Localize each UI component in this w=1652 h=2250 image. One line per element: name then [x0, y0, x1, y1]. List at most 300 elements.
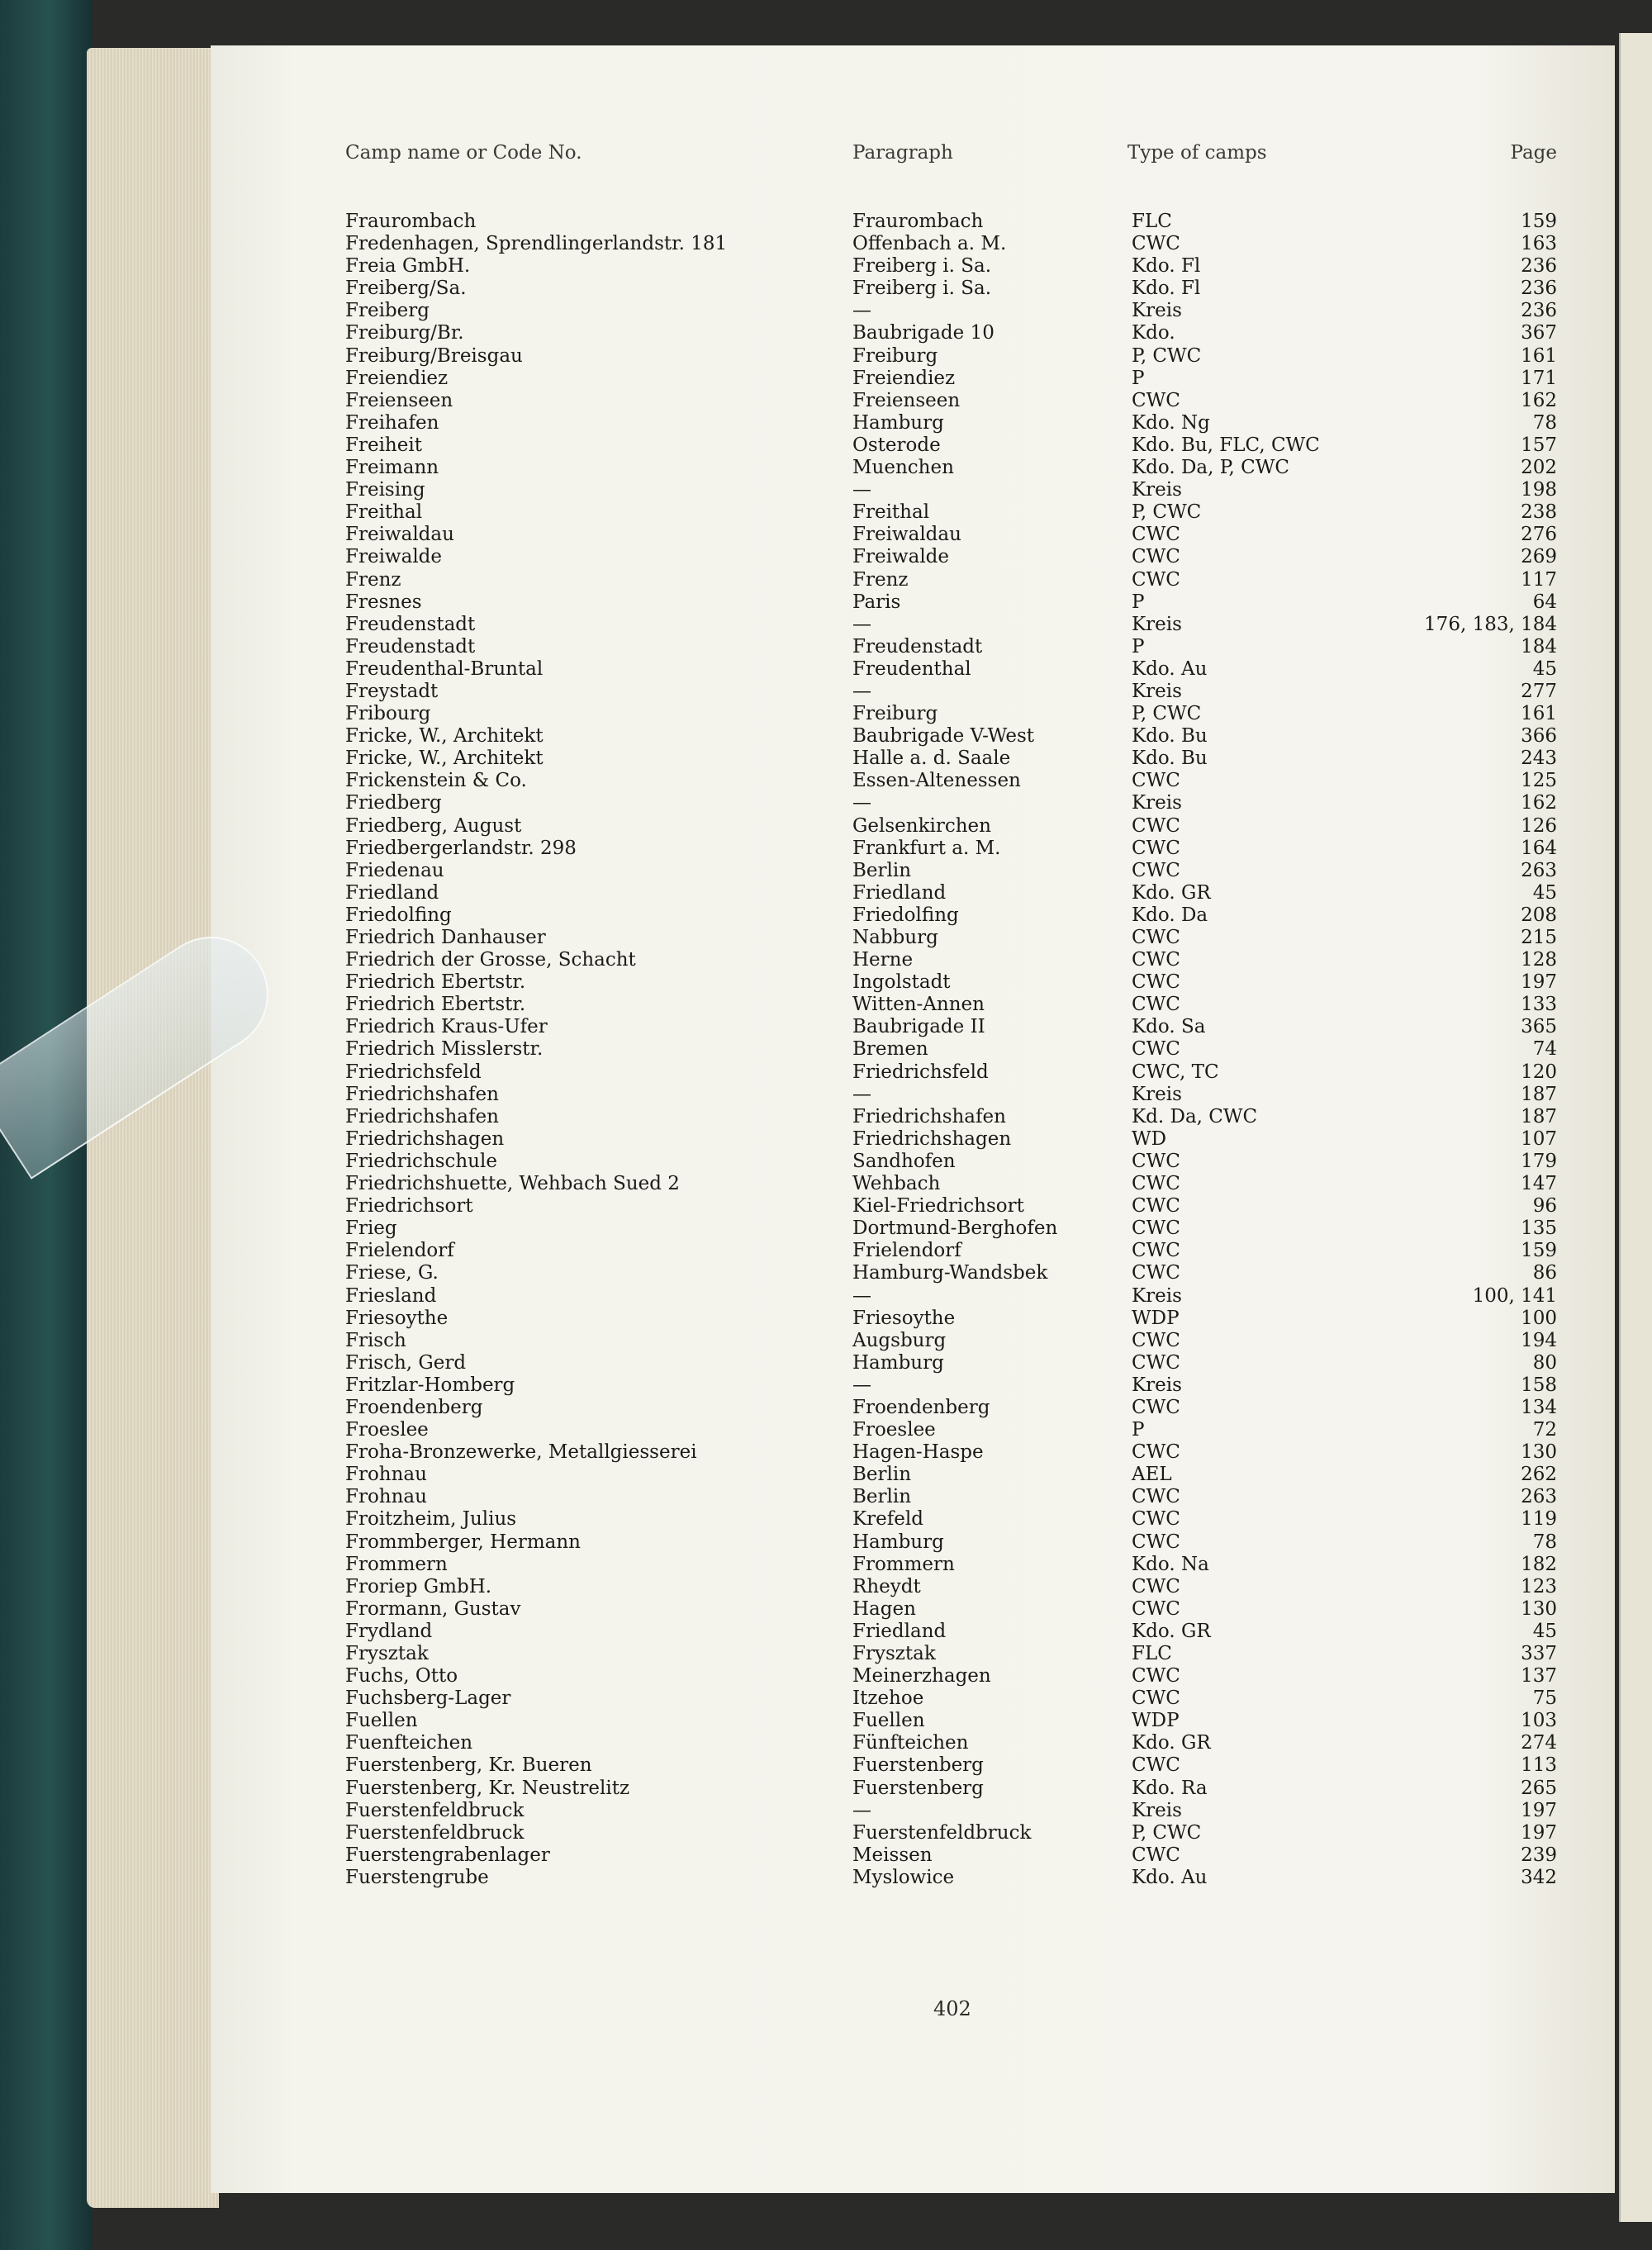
camp-type: CWC	[1132, 859, 1180, 881]
camp-type: CWC	[1132, 1441, 1180, 1464]
camp-name: Fuellen	[345, 1710, 418, 1732]
camp-type: FLC	[1132, 211, 1172, 232]
camp-name: Friedrichsort	[345, 1195, 473, 1218]
paragraph: Freiburg	[852, 344, 938, 367]
table-row	[0, 927, 1652, 949]
table-row	[0, 1754, 1652, 1777]
paragraph: Kiel-Friedrichsort	[852, 1195, 1024, 1218]
camp-type: Kdo. Bu, FLC, CWC	[1132, 434, 1320, 456]
paragraph: Freudenstadt	[852, 635, 983, 657]
camp-type: CWC	[1132, 1754, 1180, 1777]
page-ref: 187	[1521, 1105, 1557, 1127]
table-row	[0, 1554, 1652, 1576]
paragraph: Halle a. d. Saale	[852, 748, 1011, 770]
page-ref: 45	[1532, 881, 1557, 904]
camp-type: WD	[1132, 1127, 1167, 1150]
camp-type: CWC	[1132, 949, 1180, 971]
table-row	[0, 703, 1652, 725]
camp-type: CWC	[1132, 1531, 1180, 1553]
camp-name: Freimann	[345, 457, 439, 479]
page-ref: 137	[1521, 1665, 1557, 1688]
table-row	[0, 1218, 1652, 1240]
camp-name: Freising	[345, 479, 425, 501]
camp-name: Freienseen	[345, 389, 453, 411]
camp-name: Froendenberg	[345, 1396, 483, 1418]
page-ref: 163	[1521, 233, 1557, 255]
camp-type: P, CWC	[1132, 1821, 1202, 1844]
page-ref: 78	[1532, 411, 1557, 434]
paragraph: Baubrigade 10	[852, 322, 995, 344]
camp-type: CWC	[1132, 1195, 1180, 1218]
page-ref: 215	[1521, 927, 1557, 948]
page-ref: 96	[1532, 1195, 1557, 1218]
page-ref: 117	[1521, 568, 1557, 591]
camp-name: Freiberg/Sa.	[345, 278, 467, 300]
page-ref: 147	[1521, 1173, 1557, 1195]
paragraph: Friedolfing	[852, 904, 959, 926]
table-row	[0, 390, 1652, 412]
page-ref: 100	[1521, 1307, 1557, 1329]
page-ref: 239	[1521, 1844, 1557, 1866]
table-row	[0, 1665, 1652, 1688]
camp-type: CWC	[1132, 927, 1180, 948]
camp-type: CWC, TC	[1132, 1061, 1219, 1083]
paragraph: Ingolstadt	[852, 971, 951, 994]
camp-type: FLC	[1132, 1643, 1172, 1664]
paragraph: Friedland	[852, 1620, 947, 1642]
camp-name: Friedrichsfeld	[345, 1061, 482, 1083]
page-ref: 182	[1521, 1553, 1557, 1575]
paragraph: Herne	[852, 949, 914, 971]
camp-name: Freia GmbH.	[345, 255, 471, 278]
table-row	[0, 412, 1652, 434]
page-ref: 130	[1521, 1597, 1557, 1620]
camp-type: CWC	[1132, 1150, 1180, 1172]
page-ref: 135	[1521, 1218, 1557, 1240]
camp-type: P	[1132, 367, 1145, 389]
camp-type: Kdo. Bu	[1132, 748, 1208, 770]
camp-name: Freiheit	[345, 434, 422, 456]
page-ref: 100, 141	[1472, 1284, 1557, 1307]
paragraph: Dortmund-Berghofen	[852, 1218, 1058, 1240]
page-ref: 72	[1532, 1419, 1557, 1441]
paragraph: Hagen-Haspe	[852, 1441, 984, 1464]
camp-type: CWC	[1132, 1038, 1180, 1061]
page-ref: 197	[1521, 971, 1557, 994]
camp-type: CWC	[1132, 770, 1180, 792]
paragraph: Berlin	[852, 859, 912, 881]
paragraph: Essen-Altenessen	[852, 770, 1021, 792]
camp-type: CWC	[1132, 389, 1180, 411]
camp-type: CWC	[1132, 1173, 1180, 1195]
table-row	[0, 1240, 1652, 1262]
camp-type: CWC	[1132, 814, 1180, 837]
camp-type: P	[1132, 635, 1145, 657]
camp-name: Friedrich Ebertstr.	[345, 994, 526, 1016]
paragraph: Meinerzhagen	[852, 1665, 991, 1688]
table-row	[0, 636, 1652, 658]
paragraph: Itzehoe	[852, 1688, 924, 1710]
paragraph: Sandhofen	[852, 1150, 956, 1172]
table-row	[0, 300, 1652, 322]
camp-type: CWC	[1132, 1396, 1180, 1418]
page-ref: 276	[1521, 524, 1557, 546]
camp-name: Freudenstadt	[345, 613, 476, 635]
camp-name: Frohnau	[345, 1464, 427, 1486]
paragraph: Fuerstenfeldbruck	[852, 1821, 1032, 1844]
table-row	[0, 1441, 1652, 1464]
table-row	[0, 748, 1652, 770]
page-ref: 158	[1521, 1374, 1557, 1396]
page-ref: 187	[1521, 1083, 1557, 1105]
camp-type: CWC	[1132, 1665, 1180, 1688]
camp-name: Friedolfing	[345, 904, 452, 926]
paragraph: Hamburg-Wandsbek	[852, 1262, 1048, 1284]
camp-name: Froriep GmbH.	[345, 1575, 492, 1597]
camp-name: Freihafen	[345, 411, 439, 434]
page-ref: 243	[1521, 748, 1557, 770]
page-ref: 238	[1521, 501, 1557, 524]
page-ref: 198	[1521, 479, 1557, 501]
paragraph: Berlin	[852, 1464, 912, 1486]
table-row	[0, 1352, 1652, 1374]
camp-name: Fricke, W., Architekt	[345, 725, 544, 748]
table-row	[0, 1285, 1652, 1308]
camp-type: Kdo. Ng	[1132, 411, 1210, 434]
camp-type: Kdo.	[1132, 322, 1175, 344]
camp-name: Freiwalde	[345, 546, 443, 568]
paragraph: Friedrichsfeld	[852, 1061, 989, 1083]
table-row	[0, 792, 1652, 814]
camp-type: P, CWC	[1132, 344, 1202, 367]
page-ref: 103	[1521, 1710, 1557, 1732]
camp-name: Frommern	[345, 1553, 448, 1575]
table-row	[0, 1598, 1652, 1621]
page-ref: 128	[1521, 949, 1557, 971]
camp-type: Kdo. Ra	[1132, 1777, 1208, 1799]
paragraph: —	[852, 1284, 871, 1307]
table-row	[0, 1508, 1652, 1531]
paragraph: Friedrichshagen	[852, 1127, 1012, 1150]
page-ref: 179	[1521, 1150, 1557, 1172]
paragraph: Offenbach a. M.	[852, 233, 1007, 255]
camp-name: Friedenau	[345, 859, 444, 881]
camp-type: Kreis	[1132, 300, 1182, 322]
page-ref: 161	[1521, 703, 1557, 725]
page-number: 402	[933, 1997, 971, 2020]
camp-type: AEL	[1132, 1464, 1172, 1486]
camp-type: CWC	[1132, 1240, 1180, 1262]
camp-name: Friedland	[345, 881, 439, 904]
camp-type: Kreis	[1132, 1374, 1182, 1396]
table-row	[0, 211, 1652, 233]
table-row	[0, 569, 1652, 591]
camp-type: CWC	[1132, 1351, 1180, 1374]
table-row	[0, 882, 1652, 904]
table-row	[0, 1867, 1652, 1889]
camp-name: Freudenstadt	[345, 635, 476, 657]
camp-name: Friedbergerlandstr. 298	[345, 837, 577, 859]
camp-name: Friese, G.	[345, 1262, 439, 1284]
camp-type: Kdo. Da	[1132, 904, 1208, 926]
paragraph: Hamburg	[852, 411, 944, 434]
paragraph: Muenchen	[852, 457, 954, 479]
camp-name: Fraurombach	[345, 211, 477, 232]
camp-type: Kdo. Au	[1132, 1866, 1208, 1888]
camp-name: Friedrichshagen	[345, 1127, 505, 1150]
paragraph: Frankfurt a. M.	[852, 837, 1001, 859]
table-row	[0, 479, 1652, 501]
paragraph: Freiberg i. Sa.	[852, 255, 992, 278]
page-ref: 265	[1521, 1777, 1557, 1799]
camp-type: WDP	[1132, 1307, 1180, 1329]
camp-type: CWC	[1132, 837, 1180, 859]
page-ref: 74	[1532, 1038, 1557, 1061]
page-ref: 162	[1521, 792, 1557, 814]
camp-type: Kdo. Fl	[1132, 278, 1201, 300]
page-ref: 130	[1521, 1441, 1557, 1464]
paragraph: Hagen	[852, 1597, 916, 1620]
camp-name: Frieg	[345, 1218, 397, 1240]
paragraph: Myslowice	[852, 1866, 955, 1888]
page-ref: 80	[1532, 1351, 1557, 1374]
paragraph: Rheydt	[852, 1575, 921, 1597]
paragraph: —	[852, 792, 871, 814]
table-row	[0, 1195, 1652, 1218]
table-row	[0, 1173, 1652, 1195]
page-ref: 176, 183, 184	[1424, 613, 1557, 635]
camp-type: Kdo. GR	[1132, 1620, 1211, 1642]
camp-name: Friedrichshafen	[345, 1105, 499, 1127]
page-ref: 107	[1521, 1127, 1557, 1150]
camp-name: Fuerstengrube	[345, 1866, 489, 1888]
paragraph: Freudenthal	[852, 657, 971, 680]
header-paragraph: Paragraph	[852, 142, 953, 164]
camp-type: Kreis	[1132, 613, 1182, 635]
camp-type: Kreis	[1132, 680, 1182, 702]
table-row	[0, 1732, 1652, 1754]
header-camp-name: Camp name or Code No.	[345, 142, 582, 164]
paragraph: Augsburg	[852, 1329, 947, 1351]
paragraph: Frommern	[852, 1553, 955, 1575]
camp-name: Fribourg	[345, 703, 431, 725]
table-row	[0, 1397, 1652, 1419]
camp-name: Freiburg/Breisgau	[345, 344, 523, 367]
table-row	[0, 725, 1652, 748]
page-ref: 365	[1521, 1016, 1557, 1038]
camp-name: Frisch	[345, 1329, 406, 1351]
page-ref: 197	[1521, 1821, 1557, 1844]
paragraph: Berlin	[852, 1486, 912, 1508]
page-ref: 159	[1521, 211, 1557, 232]
paragraph: Friedrichshafen	[852, 1105, 1006, 1127]
table-row	[0, 681, 1652, 703]
page-ref: 184	[1521, 635, 1557, 657]
camp-type: Kdo. Da, P, CWC	[1132, 457, 1290, 479]
paragraph: Hamburg	[852, 1351, 944, 1374]
table-row	[0, 838, 1652, 860]
page-ref: 236	[1521, 255, 1557, 278]
page-ref: 133	[1521, 994, 1557, 1016]
camp-type: CWC	[1132, 1218, 1180, 1240]
camp-type: Kreis	[1132, 1083, 1182, 1105]
page-ref: 269	[1521, 546, 1557, 568]
paragraph: Baubrigade II	[852, 1016, 985, 1038]
camp-name: Frormann, Gustav	[345, 1597, 521, 1620]
paragraph: Friesoythe	[852, 1307, 956, 1329]
camp-name: Friedrich Ebertstr.	[345, 971, 526, 994]
camp-name: Friedberg, August	[345, 814, 522, 837]
camp-name: Frenz	[345, 568, 401, 591]
page-ref: 367	[1521, 322, 1557, 344]
camp-name: Fritzlar-Homberg	[345, 1374, 515, 1396]
table-row	[0, 546, 1652, 568]
camp-name: Freiendiez	[345, 367, 449, 389]
camp-type: Kdo. Na	[1132, 1553, 1209, 1575]
page-ref: 263	[1521, 859, 1557, 881]
paragraph: Froendenberg	[852, 1396, 990, 1418]
camp-type: P, CWC	[1132, 703, 1202, 725]
paragraph: Baubrigade V-West	[852, 725, 1035, 748]
table-row	[0, 815, 1652, 838]
page-ref: 161	[1521, 344, 1557, 367]
header-type: Type of camps	[1127, 142, 1267, 164]
camp-type: Kreis	[1132, 1284, 1182, 1307]
table-row	[0, 368, 1652, 390]
table-row	[0, 1621, 1652, 1643]
table-row	[0, 904, 1652, 927]
table-row	[0, 1262, 1652, 1284]
camp-name: Friesland	[345, 1284, 437, 1307]
camp-name: Fuerstenfeldbruck	[345, 1799, 525, 1821]
camp-type: P	[1132, 1419, 1145, 1441]
page-ref: 194	[1521, 1329, 1557, 1351]
table-row	[0, 1151, 1652, 1173]
page-ref: 164	[1521, 837, 1557, 859]
camp-name: Frysztak	[345, 1643, 429, 1664]
camp-name: Fuerstenberg, Kr. Bueren	[345, 1754, 592, 1777]
camp-type: CWC	[1132, 1688, 1180, 1710]
paragraph: Freiburg	[852, 703, 938, 725]
page-ref: 263	[1521, 1486, 1557, 1508]
camp-name: Fuerstenfeldbruck	[345, 1821, 525, 1844]
page-ref: 342	[1521, 1866, 1557, 1888]
camp-name: Freudenthal-Bruntal	[345, 657, 544, 680]
page-ref: 113	[1521, 1754, 1557, 1777]
table-row	[0, 1778, 1652, 1800]
camp-name: Frohnau	[345, 1486, 427, 1508]
camp-name: Freithal	[345, 501, 423, 524]
camp-name: Friedrich Misslerstr.	[345, 1038, 544, 1061]
camp-name: Fredenhagen, Sprendlingerlandstr. 181	[345, 233, 728, 255]
paragraph: Bremen	[852, 1038, 928, 1061]
camp-type: CWC	[1132, 1575, 1180, 1597]
paragraph: Fraurombach	[852, 211, 984, 232]
table-row	[0, 255, 1652, 278]
table-row	[0, 1643, 1652, 1665]
camp-type: Kdo. Au	[1132, 657, 1208, 680]
page-ref: 202	[1521, 457, 1557, 479]
paragraph: Nabburg	[852, 927, 938, 948]
table-row	[0, 1710, 1652, 1732]
paragraph: Paris	[852, 591, 901, 613]
paragraph: Witten-Annen	[852, 994, 985, 1016]
page-ref: 337	[1521, 1643, 1557, 1664]
page-ref: 45	[1532, 657, 1557, 680]
paragraph: Fünfteichen	[852, 1732, 969, 1754]
camp-name: Friedrichshuette, Wehbach Sued 2	[345, 1173, 680, 1195]
page-ref: 162	[1521, 389, 1557, 411]
table-row	[0, 591, 1652, 614]
page-ref: 123	[1521, 1575, 1557, 1597]
table-row	[0, 1419, 1652, 1441]
paragraph: Osterode	[852, 434, 941, 456]
camp-name: Friedrich Danhauser	[345, 927, 546, 948]
table-row	[0, 1038, 1652, 1061]
table-row	[0, 501, 1652, 524]
camp-name: Friesoythe	[345, 1307, 449, 1329]
page-ref: 125	[1521, 770, 1557, 792]
camp-type: Kdo. Bu	[1132, 725, 1208, 748]
paragraph: —	[852, 1374, 871, 1396]
table-row	[0, 1308, 1652, 1330]
paragraph: Frielendorf	[852, 1240, 961, 1262]
table-row	[0, 457, 1652, 479]
camp-name: Freiwaldau	[345, 524, 454, 546]
camp-type: CWC	[1132, 233, 1180, 255]
camp-name: Friedrichshafen	[345, 1083, 499, 1105]
paragraph: Frysztak	[852, 1643, 936, 1664]
camp-name: Friedrich der Grosse, Schacht	[345, 949, 636, 971]
camp-type: WDP	[1132, 1710, 1180, 1732]
paragraph: Fuellen	[852, 1710, 925, 1732]
camp-type: Kd. Da, CWC	[1132, 1105, 1258, 1127]
camp-name: Fricke, W., Architekt	[345, 748, 544, 770]
camp-type: Kdo. Sa	[1132, 1016, 1206, 1038]
camp-type: CWC	[1132, 546, 1180, 568]
page-ref: 134	[1521, 1396, 1557, 1418]
camp-name: Fuerstengrabenlager	[345, 1844, 550, 1866]
page-ref: 366	[1521, 725, 1557, 748]
paragraph: —	[852, 613, 871, 635]
paragraph: Freiwaldau	[852, 524, 961, 546]
table-row	[0, 1061, 1652, 1084]
paragraph: Freiberg i. Sa.	[852, 278, 992, 300]
camp-type: CWC	[1132, 1486, 1180, 1508]
table-row	[0, 614, 1652, 636]
table-row	[0, 1464, 1652, 1486]
camp-type: CWC	[1132, 1597, 1180, 1620]
camp-type: Kreis	[1132, 1799, 1182, 1821]
column-headers	[0, 142, 1652, 167]
page-ref: 208	[1521, 904, 1557, 926]
paragraph: Freithal	[852, 501, 930, 524]
page-ref: 64	[1532, 591, 1557, 613]
paragraph: Fuerstenberg	[852, 1754, 984, 1777]
table-row	[0, 860, 1652, 882]
page-ref: 126	[1521, 814, 1557, 837]
index-table	[0, 211, 1652, 1889]
camp-name: Frydland	[345, 1620, 433, 1642]
camp-type: CWC	[1132, 568, 1180, 591]
camp-type: CWC	[1132, 1329, 1180, 1351]
camp-name: Frielendorf	[345, 1240, 454, 1262]
table-row	[0, 1844, 1652, 1867]
camp-name: Froeslee	[345, 1419, 429, 1441]
table-row	[0, 233, 1652, 255]
table-row	[0, 1531, 1652, 1554]
camp-type: CWC	[1132, 1844, 1180, 1866]
